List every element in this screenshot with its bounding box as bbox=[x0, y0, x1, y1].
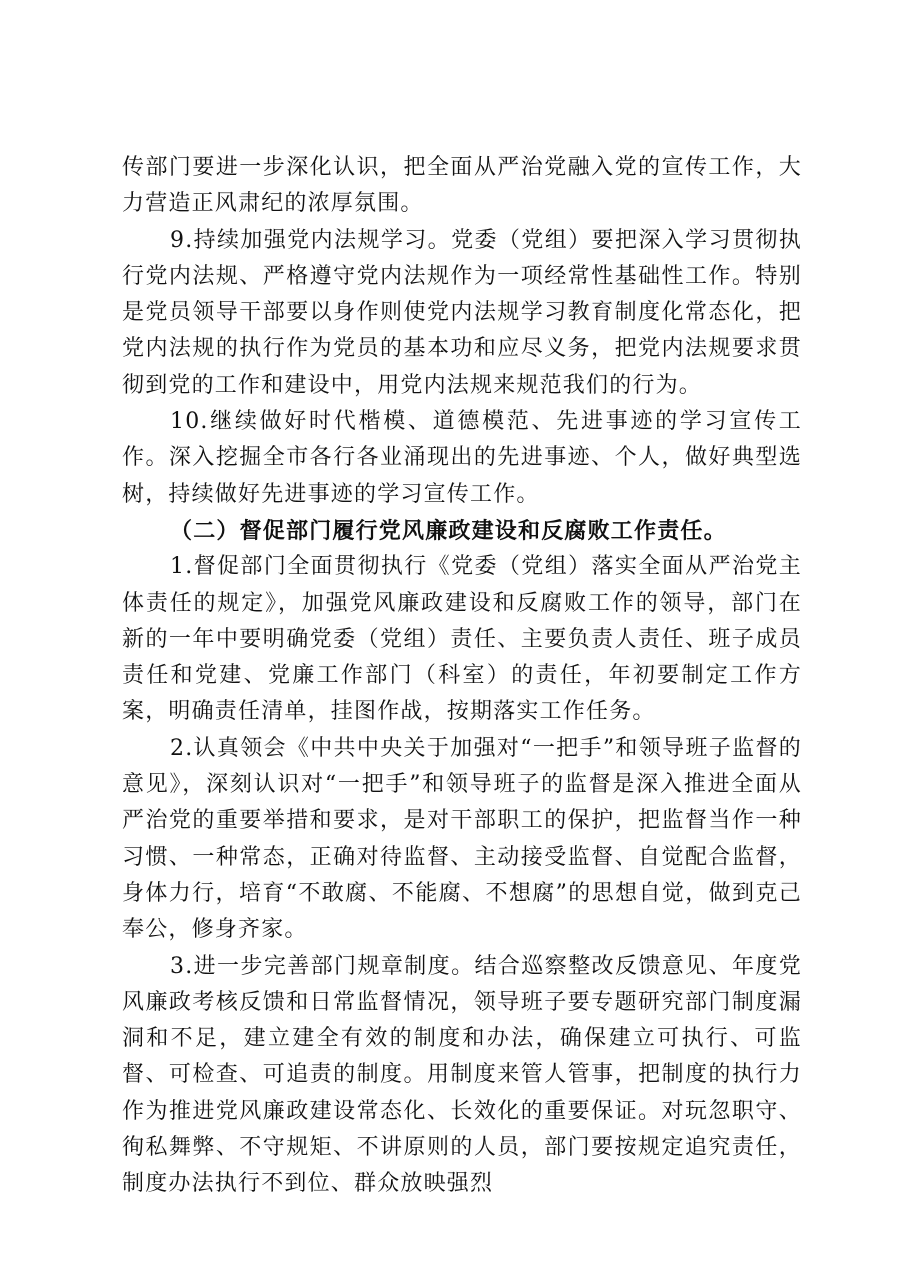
paragraph-item-10: 10.继续做好时代楷模、道德模范、先进事迹的学习宣传工作。深入挖掘全市各行各业涌现出的先进事迹、个人，做好典型选树，持续做好先进事迹的学习宣传工作。 bbox=[122, 409, 802, 507]
paragraph-item-2: 2.认真领会《中共中央关于加强对“一把手”和领导班子监督的意见》，深刻认识对“一把手”和领导班子的监督是深入推进全面从严治党的重要举措和要求，是对干部职工的保护，把监督当作一种习惯、一种常态，正确对待监督、主动接受监督、自觉配合监督，身体力行，培育“不敢腐、不能腐、不想腐”的思想自觉，做到克己奉公，修身齐家。 bbox=[122, 735, 802, 943]
document-body bbox=[122, 150, 802, 1203]
section-heading: （二）督促部门履行党风廉政建设和反腐败工作责任。 bbox=[170, 517, 727, 544]
paragraph-item-3: 3.进一步完善部门规章制度。结合巡察整改反馈意见、年度党风廉政考核反馈和日常监督情况，领导班子要专题研究部门制度漏洞和不足，建立建全有效的制度和办法，确保建立可执行、可监督、可检查、可追责的制度。用制度来管人管事，把制度的执行力作为推进党风廉政建设常态化、长效化的重要保证。对玩忽职守、徇私舞弊、不守规矩、不讲原则的人员，部门要按规定追究责任，制度办法执行不到位、群众放映强烈 bbox=[122, 953, 802, 1197]
paragraph-item-9: 9.持续加强党内法规学习。党委（党组）要把深入学习贯彻执行党内法规、严格遵守党内法规作为一项经常性基础性工作。特别是党员领导干部要以身作则使党内法规学习教育制度化常态化，把党内法规的执行作为党员的基本功和应尽义务，把党内法规要求贯彻到党的工作和建设中，用党内法规来规范我们的行为。 bbox=[122, 227, 802, 398]
paragraph-continuation: 传部门要进一步深化认识，把全面从严治党融入党的宣传工作，大力营造正风肃纪的浓厚氛围。 bbox=[122, 155, 802, 217]
paragraph-item-1: 1.督促部门全面贯彻执行《党委（党组）落实全面从严治党主体责任的规定》，加强党风廉政建设和反腐败工作的领导，部门在新的一年中要明确党委（党组）责任、主要负责人责任、班子成员责任和党建、党廉工作部门（科室）的责任，年初要制定工作方案，明确责任清单，挂图作战，按期落实工作任务。 bbox=[122, 554, 802, 725]
